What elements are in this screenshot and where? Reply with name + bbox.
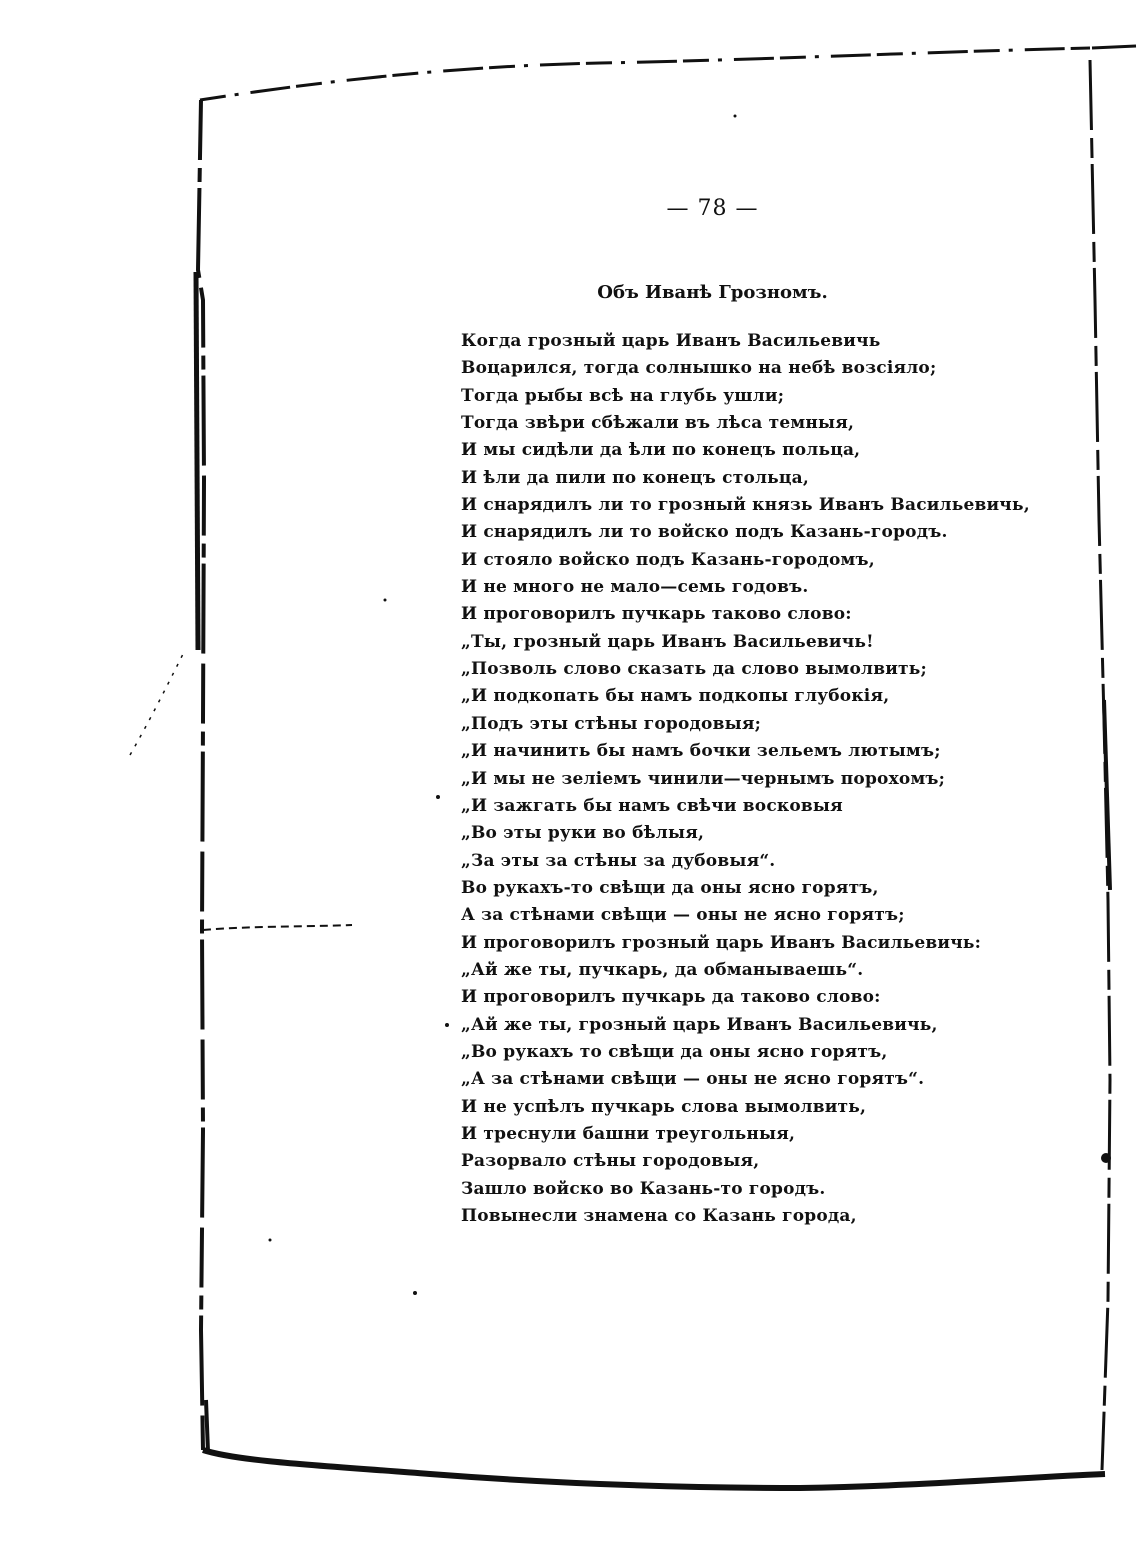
poem-line: И треснули башни треугольныя, (461, 1123, 796, 1144)
poem-line: Во рукахъ-то свѣщи да оны ясно горятъ, (461, 877, 879, 898)
poem-line: Тогда звѣри сбѣжали въ лѣса темныя, (461, 413, 855, 434)
poem-line: „А за стѣнами свѣщи — оны не ясно горятъ“. (461, 1069, 925, 1090)
poem-line: И ѣли да пили по конецъ стольца, (461, 467, 810, 488)
poem-line: „За эты за стѣны за дубовыя“. (461, 850, 776, 871)
poem-line: „Ай же ты, грозный царь Иванъ Васильевичь, (461, 1014, 938, 1035)
poem-line: А за стѣнами свѣщи — оны не ясно горятъ; (461, 905, 905, 926)
poem-body (461, 328, 1030, 1230)
poem-line: „Позволь слово сказать да слово вымолвить; (461, 659, 927, 680)
poem-line: Разорвало стѣны городовыя, (461, 1151, 760, 1172)
poem-line: И не много не мало—семь годовъ. (461, 577, 809, 598)
poem-line: Повынесли знамена со Казань города, (461, 1206, 857, 1226)
poem-line: И не успѣлъ пучкарь слова вымолвить, (461, 1096, 867, 1117)
poem-line: „И мы не зеліемъ чинили—чернымъ порохомъ; (461, 768, 946, 789)
poem-line: „Ай же ты, пучкарь, да обманываешь“. (461, 959, 864, 980)
poem-line: И проговорилъ пучкарь таково слово: (461, 604, 852, 625)
poem-line: „Во рукахъ то свѣщи да оны ясно горятъ, (461, 1041, 888, 1062)
poem-line: И стояло войско подъ Казань-городомъ, (461, 549, 875, 570)
page-number: — 78 — (666, 196, 759, 221)
poem-line: И снарядилъ ли то грозный князь Иванъ Васильевичь, (461, 495, 1030, 516)
poem-line: „И начинить бы намъ бочки зельемъ лютымъ; (461, 741, 941, 762)
poem-line: „Ты, грозный царь Иванъ Васильевичь! (461, 631, 874, 652)
poem-line: „И зажгать бы намъ свѣчи восковыя (461, 795, 843, 816)
poem-line: Воцарился, тогда солнышко на небѣ возсіяло; (461, 358, 937, 379)
poem-line: И снарядилъ ли то войско подъ Казань-городъ. (461, 522, 948, 543)
poem-line: И проговорилъ грозный царь Иванъ Васильевичь: (461, 932, 982, 953)
poem-title: Объ Иванѣ Грозномъ. (597, 282, 828, 303)
poem-line: И мы сидѣли да ѣли по конецъ польца, (461, 440, 861, 461)
poem-line: Когда грозный царь Иванъ Васильевичь (461, 331, 881, 351)
poem-line: „Во эты руки во бѣлыя, (461, 823, 705, 844)
poem-line: Тогда рыбы всѣ на глубь ушли; (461, 385, 785, 406)
poem-line: „Подъ эты стѣны городовыя; (461, 713, 762, 734)
poem-line: „И подкопать бы намъ подкопы глубокія, (461, 686, 890, 707)
poem-line: И проговорилъ пучкарь да таково слово: (461, 987, 881, 1008)
poem-line: Зашло войско во Казань-то городъ. (461, 1178, 826, 1199)
